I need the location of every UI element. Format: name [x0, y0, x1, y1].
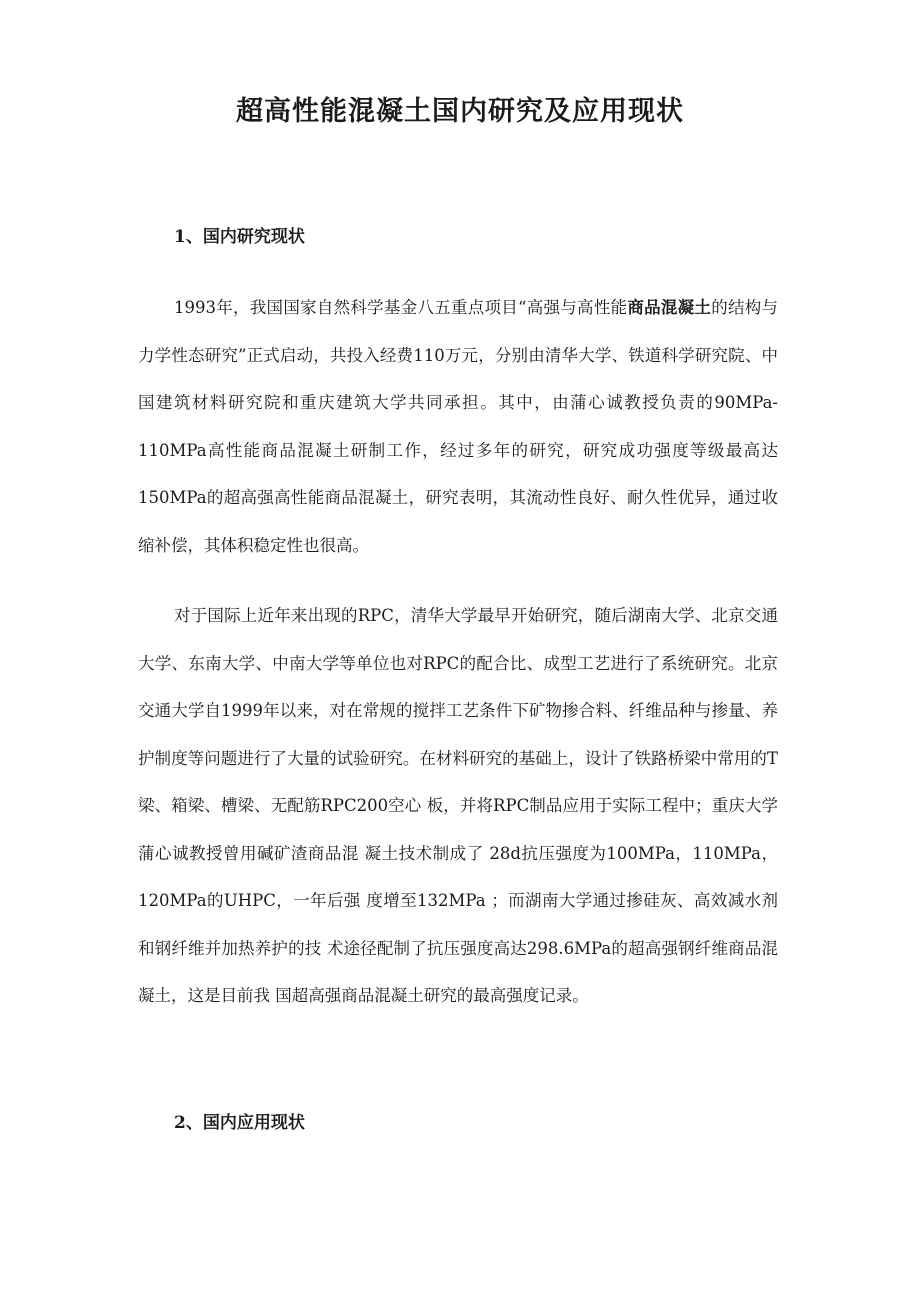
- section-heading-research: 1、国内研究现状: [174, 227, 305, 247]
- paragraph-text-end: 的结构与力学性态研究”正式启动，共投入经费110万元，分别由清华大学、铁道科学研究院、中国建筑材料研究院和重庆建筑大学共同承担。其中，由蒲心诚教授负责的90MPa-110MPa高性能商品混凝土研制工作，经过多年的研究，研究成功强度等级最高达150MPa的超高强高性能商品混凝土，研究表明，其流动性良好、耐久性优异，通过收缩补偿，其体积稳定性也很高。: [138, 298, 779, 555]
- paragraph-rpc-research: 对于国际上近年来出现的RPC，清华大学最早开始研究，随后湖南大学、北京交通大学、东南大学、中南大学等单位也对RPC的配合比、成型工艺进行了系统研究。北京交通大学自1999年以来，对在常规的搅拌工艺条件下矿物掺合料、纤维品种与掺量、养护制度等问题进行了大量的试验研究。在材料研究的基础上，设计了铁路桥梁中常用的T梁、箱梁、槽梁、无配筋RPC200空心 板，并将RPC制品应用于实际工程中；重庆大学蒲心诚教授曾用碱矿渣商品混 凝土技术制成了 28d抗压强度为100MPa，110MPa，120MPa的UHPC，一年后强 度增至132MPa ；而湖南大学通过掺硅灰、高效减水剂和钢纤维并加热养护的技 术途径配制了抗压强度高达298.6MPa的超高强钢纤维商品混凝土，这是目前我 国超高强商品混凝土研究的最高强度记录。: [138, 606, 778, 1005]
- paragraph-text-start: 1993年，我国国家自然科学基金八五重点项目“高强与高性能: [174, 298, 628, 317]
- paragraph-research-history: [138, 284, 778, 569]
- section-heading-application: 2、国内应用现状: [174, 1113, 305, 1133]
- bold-keyword-link[interactable]: 商品混凝土: [627, 298, 712, 317]
- document-title: 超高性能混凝土国内研究及应用现状: [236, 96, 684, 127]
